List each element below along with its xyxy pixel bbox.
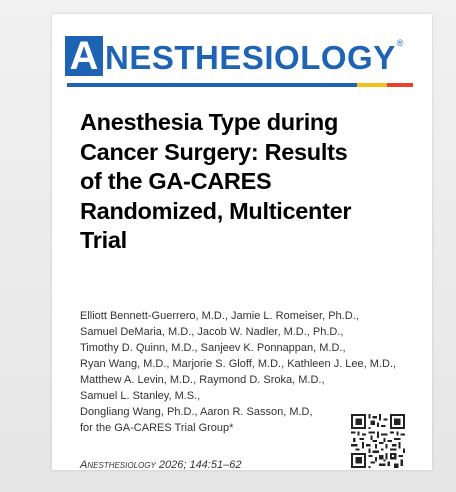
rule-segment-blue	[67, 83, 322, 87]
journal-logo	[65, 32, 417, 76]
color-rule	[67, 83, 413, 87]
article-card	[52, 14, 432, 470]
citation	[80, 459, 340, 471]
title-line: Randomized, Multicenter	[80, 197, 352, 224]
author-line: Timothy D. Quinn, M.D., Sanjeev K. Ponnappan, M.D.,	[80, 342, 346, 354]
rule-segment-yellow	[357, 83, 387, 87]
citation-reference: 2026; 144:51–62	[155, 459, 242, 471]
citation-journal-name: Anesthesiology	[80, 459, 156, 471]
author-line: Matthew A. Levin, M.D., Raymond D. Sroka, M.D.,	[80, 374, 325, 386]
title-line: Anesthesia Type during	[80, 109, 339, 135]
article-title	[80, 108, 410, 256]
author-line: Samuel DeMaria, M.D., Jacob W. Nadler, M.D., Ph.D.,	[80, 326, 344, 338]
author-line: Dongliang Wang, Ph.D., Aaron R. Sasson, M.D,	[80, 406, 313, 418]
rule-segment-red	[387, 83, 413, 87]
author-line: Ryan Wang, M.D., Marjorie S. Gloff, M.D., Kathleen J. Lee, M.D.,	[80, 358, 397, 370]
title-line: Trial	[80, 227, 127, 253]
author-line: Samuel L. Stanley, M.S.,	[80, 390, 201, 402]
qr-code-icon[interactable]	[351, 414, 405, 468]
title-line: of the GA-CARES	[80, 168, 272, 194]
title-line: Cancer Surgery: Results	[80, 138, 348, 165]
author-line: for the GA-CARES Trial Group*	[80, 422, 234, 434]
author-line: Elliott Bennett-Guerrero, M.D., Jamie L. Romeiser, Ph.D.,	[80, 310, 359, 322]
registered-mark: ®	[396, 38, 404, 48]
logo-initial-block: A	[65, 36, 103, 76]
rule-segment-blue-2	[322, 83, 357, 87]
logo-wordmark: NESTHESIOLOGY	[105, 39, 396, 76]
